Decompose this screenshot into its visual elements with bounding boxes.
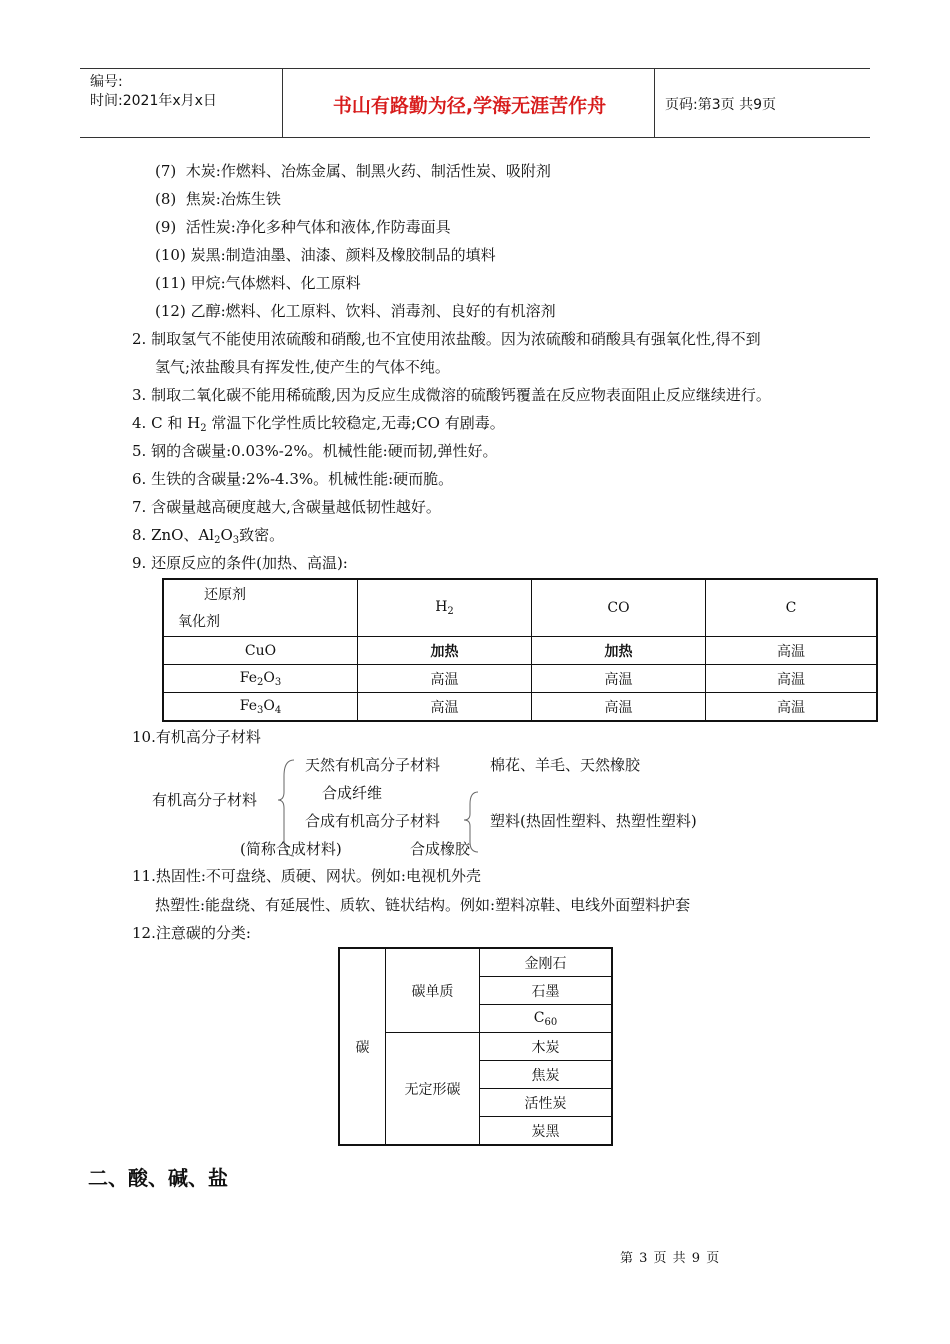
polymer-rubber: 合成橡胶 <box>410 840 471 858</box>
table-row <box>163 693 877 722</box>
list-item: (11) 甲烷:气体燃料、化工原料 <box>155 274 361 292</box>
polymer-natural: 天然有机高分子材料 <box>305 756 441 774</box>
column-header-c: C <box>706 579 878 637</box>
table-row <box>163 637 877 665</box>
polymer-natural-examples: 棉花、羊毛、天然橡胶 <box>490 756 641 774</box>
header-time-label: 时间:2021年x月x日 <box>90 93 217 109</box>
condition-cell: 高温 <box>358 665 532 693</box>
condition-cell: 高温 <box>706 637 878 665</box>
point-12: 12.注意碳的分类: <box>132 924 251 942</box>
carbon-root-cell: 碳 <box>339 948 386 1145</box>
header-divider <box>654 69 655 137</box>
condition-cell: 高温 <box>358 693 532 722</box>
oxidizer-cell: $Fe_2O_3$ <box>163 665 358 693</box>
table-corner-cell <box>163 579 358 637</box>
polymer-root: 有机高分子材料 <box>152 791 258 809</box>
condition-cell: 加热 <box>358 637 532 665</box>
point-5: 5. 钢的含碳量:0.03%-2%。机械性能:硬而韧,弹性好。 <box>132 442 498 460</box>
page-header <box>80 68 870 138</box>
point-10: 10.有机高分子材料 <box>132 728 261 746</box>
carbon-item-cell: $C_{60}$ <box>480 1005 613 1033</box>
condition-cell: 高温 <box>532 693 706 722</box>
point-8: 8. ZnO、$Al_2O_3$致密。 <box>132 526 285 546</box>
list-item: (10) 炭黑:制造油墨、油漆、颜料及橡胶制品的填料 <box>155 246 496 264</box>
point-11-cont: 热塑性:能盘绕、有延展性、质软、链状结构。例如:塑料凉鞋、电线外面塑料护套 <box>155 896 691 914</box>
condition-cell: 高温 <box>532 665 706 693</box>
header-page-code: 页码:第3页 共9页 <box>665 97 776 113</box>
table-row <box>163 579 877 637</box>
list-item: (12) 乙醇:燃料、化工原料、饮料、消毒剂、良好的有机溶剂 <box>155 302 556 320</box>
carbon-item-cell: 炭黑 <box>480 1117 613 1146</box>
page-footer: 第 3 页 共 9 页 <box>620 1251 721 1266</box>
redox-conditions-table <box>162 578 878 722</box>
section-title: 二、酸、碱、盐 <box>88 1166 228 1190</box>
table-row <box>339 948 612 977</box>
column-header-co: CO <box>532 579 706 637</box>
list-item: (8) 焦炭:冶炼生铁 <box>155 190 281 208</box>
header-code-label: 编号: <box>90 74 123 90</box>
point-11: 11.热固性:不可盘绕、质硬、网状。例如:电视机外壳 <box>132 867 481 885</box>
point-4: 4. C 和 $H_2$ 常温下化学性质比较稳定,无毒;CO 有剧毒。 <box>132 414 505 434</box>
point-2: 2. 制取氢气不能使用浓硫酸和硝酸,也不宜使用浓盐酸。因为浓硫酸和硝酸具有强氧化性,得不到 <box>132 330 761 348</box>
point-2-cont: 氢气;浓盐酸具有挥发性,使产生的气体不纯。 <box>155 358 450 376</box>
carbon-classification-table <box>338 947 613 1146</box>
carbon-simple-cell: 碳单质 <box>386 948 480 1033</box>
carbon-item-cell: 焦炭 <box>480 1061 613 1089</box>
column-header-h2: $H_2$ <box>358 579 532 637</box>
carbon-item-cell: 活性炭 <box>480 1089 613 1117</box>
carbon-amorphous-cell: 无定形碳 <box>386 1033 480 1146</box>
point-7: 7. 含碳量越高硬度越大,含碳量越低韧性越好。 <box>132 498 441 516</box>
list-item: (9) 活性炭:净化多种气体和液体,作防毒面具 <box>155 218 451 236</box>
corner-oxidizer-label: 氧化剂 <box>178 614 220 630</box>
point-3: 3. 制取二氧化碳不能用稀硫酸,因为反应生成微溶的硫酸钙覆盖在反应物表面阻止反应继续进行。 <box>132 386 771 404</box>
polymer-plastic: 塑料(热固性塑料、热塑性塑料) <box>490 812 697 830</box>
oxidizer-cell: CuO <box>163 637 358 665</box>
carbon-item-cell: 金刚石 <box>480 948 613 977</box>
carbon-item-cell: 木炭 <box>480 1033 613 1061</box>
oxidizer-cell: $Fe_3O_4$ <box>163 693 358 722</box>
polymer-synthetic: 合成有机高分子材料 <box>305 812 441 830</box>
corner-reducer-label: 还原剂 <box>204 587 246 603</box>
polymer-abbr: (简称合成材料) <box>240 840 342 858</box>
header-motto: 书山有路勤为径,学海无涯苦作舟 <box>332 95 607 117</box>
carbon-item-cell: 石墨 <box>480 977 613 1005</box>
list-item: (7) 木炭:作燃料、冶炼金属、制黑火药、制活性炭、吸附剂 <box>155 162 551 180</box>
table-row <box>163 665 877 693</box>
header-meta <box>90 73 217 111</box>
point-6: 6. 生铁的含碳量:2%-4.3%。机械性能:硬而脆。 <box>132 470 454 488</box>
condition-cell: 高温 <box>706 693 878 722</box>
condition-cell: 加热 <box>532 637 706 665</box>
condition-cell: 高温 <box>706 665 878 693</box>
polymer-fiber: 合成纤维 <box>322 784 383 802</box>
point-9: 9. 还原反应的条件(加热、高温): <box>132 554 348 572</box>
header-divider <box>282 69 283 137</box>
